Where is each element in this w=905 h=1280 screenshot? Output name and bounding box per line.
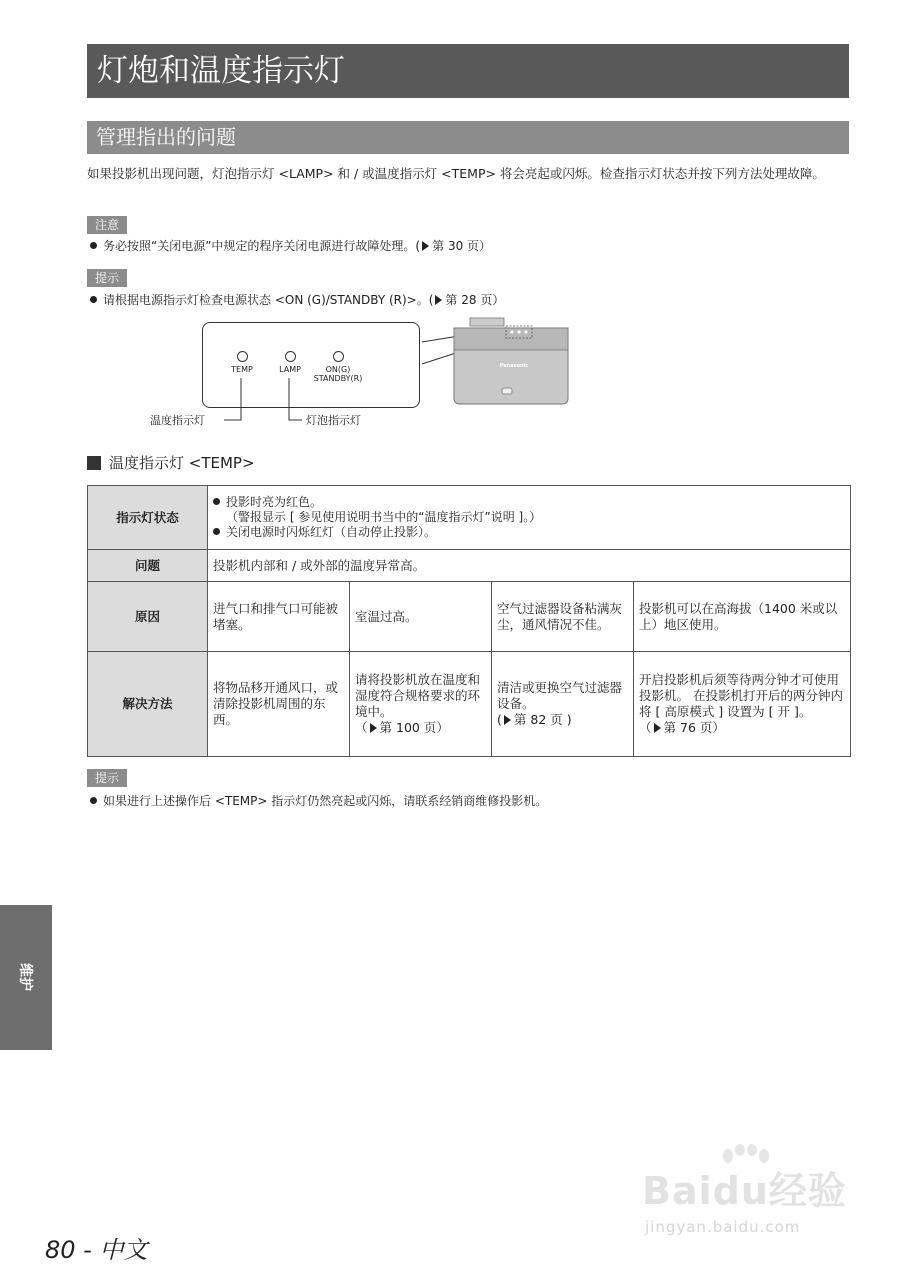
ref-open: （ bbox=[355, 720, 368, 735]
solution-ref: 第 100 页） bbox=[379, 720, 449, 735]
arrow-right-icon bbox=[370, 723, 377, 733]
callout-lines bbox=[210, 376, 310, 428]
hint-tag: 提示 bbox=[87, 769, 127, 787]
page-title: 灯炮和温度指示灯 bbox=[87, 44, 849, 98]
status-line-1: 投影时亮为红色。 bbox=[226, 495, 323, 509]
status-line-2: （警报显示 [ 参见使用说明书当中的“温度指示灯”说明 ]。） bbox=[226, 510, 542, 524]
status-line-3: 关闭电源时闪烁红灯（自动停止投影）。 bbox=[226, 525, 437, 539]
solution-text: 开启投影机后须等待两分钟才可使用投影机。 在投影机打开后的两分钟内将 [ 高原模式 ] 设置为 [ 开 ]。 bbox=[639, 672, 843, 719]
led-label-lamp: LAMP bbox=[279, 365, 301, 374]
cause-cell: 投影机可以在高海拔（1400 米或以上）地区使用。 bbox=[634, 582, 851, 652]
solution-ref: 第 82 页 ) bbox=[513, 712, 572, 727]
page-number: 80 - 中文 bbox=[45, 1236, 148, 1264]
solution-cell bbox=[492, 652, 634, 757]
solution-text: 清洁或更换空气过滤器设备。 bbox=[497, 680, 623, 711]
table-row bbox=[88, 582, 851, 652]
note-tag: 注意 bbox=[87, 216, 127, 234]
section-title: 管理指出的问题 bbox=[87, 121, 849, 154]
watermark-logo: Baidu经验 bbox=[642, 1169, 847, 1213]
intro-paragraph: 如果投影机出现问题，灯泡指示灯 <LAMP> 和 / 或温度指示灯 <TEMP> 将会亮起或闪烁。检查指示灯状态并按下列方法处理故障。 bbox=[87, 166, 825, 181]
temp-indicator-heading-text: 温度指示灯 <TEMP> bbox=[109, 454, 255, 472]
bullet-dot bbox=[213, 528, 220, 535]
status-cell bbox=[208, 486, 851, 550]
arrow-right-icon bbox=[435, 295, 442, 305]
led-label-on: ON(G) bbox=[325, 365, 351, 374]
status-header: 指示灯状态 bbox=[88, 486, 208, 550]
led-label-temp: TEMP bbox=[231, 365, 253, 374]
temp-led-icon bbox=[237, 351, 248, 362]
solution-cell bbox=[350, 652, 492, 757]
side-tab-label: 维护 bbox=[17, 963, 33, 991]
hint-ref: 第 28 页） bbox=[445, 293, 505, 307]
cause-cell: 室温过高。 bbox=[350, 582, 492, 652]
arrow-right-icon bbox=[654, 723, 661, 733]
cause-cell: 进气口和排气口可能被堵塞。 bbox=[208, 582, 350, 652]
bullet-dot bbox=[90, 296, 97, 303]
watermark-url: jingyan.baidu.com bbox=[645, 1218, 801, 1236]
note-text: 务必按照“关闭电源”中规定的程序关闭电源进行故障处理。( bbox=[103, 239, 421, 253]
solution-ref: 第 76 页） bbox=[663, 720, 725, 735]
solution-text: 请将投影机放在温度和湿度符合规格要求的环境中。 bbox=[355, 672, 481, 719]
callout-temp-label: 温度指示灯 bbox=[150, 414, 205, 427]
note-ref: 第 30 页） bbox=[432, 239, 492, 253]
problem-header: 问题 bbox=[88, 550, 208, 582]
hint-tag: 提示 bbox=[87, 269, 127, 287]
hint-text: 请根据电源指示灯检查电源状态 <ON (G)/STANDBY (R)>。( bbox=[103, 293, 434, 307]
hint-text: 如果进行上述操作后 <TEMP> 指示灯仍然亮起或闪烁，请联系经销商维修投影机。 bbox=[103, 794, 548, 808]
bullet-dot bbox=[90, 797, 97, 804]
ref-open: ( bbox=[497, 712, 502, 727]
table-row bbox=[88, 550, 851, 582]
side-tab-maintenance[interactable] bbox=[0, 905, 52, 1050]
solution-cell: 将物品移开通风口，或清除投影机周围的东西。 bbox=[208, 652, 350, 757]
power-led-icon bbox=[333, 351, 344, 362]
arrow-right-icon bbox=[422, 241, 429, 251]
callout-lamp-label: 灯泡指示灯 bbox=[306, 414, 361, 427]
brand-logo: Panasonic bbox=[499, 363, 529, 369]
table-row bbox=[88, 652, 851, 757]
arrow-right-icon bbox=[504, 715, 511, 725]
bullet-dot bbox=[90, 242, 97, 249]
hint-bullet bbox=[90, 793, 547, 809]
hint-bullet bbox=[90, 292, 504, 308]
problem-cell: 投影机内部和 / 或外部的温度异常高。 bbox=[208, 550, 851, 582]
led-label-standby: STANDBY(R) bbox=[313, 374, 363, 383]
table-row bbox=[88, 486, 851, 550]
note-bullet bbox=[90, 238, 491, 254]
lamp-led-icon bbox=[285, 351, 296, 362]
cause-cell: 空气过滤器设备粘满灰尘，通风情况不佳。 bbox=[492, 582, 634, 652]
troubleshooting-table bbox=[87, 485, 851, 757]
square-bullet-icon bbox=[87, 456, 101, 470]
solution-header: 解决方法 bbox=[88, 652, 208, 757]
solution-cell bbox=[634, 652, 851, 757]
bullet-dot bbox=[213, 498, 220, 505]
cause-header: 原因 bbox=[88, 582, 208, 652]
temp-indicator-heading bbox=[87, 453, 255, 473]
ref-open: （ bbox=[639, 720, 652, 735]
